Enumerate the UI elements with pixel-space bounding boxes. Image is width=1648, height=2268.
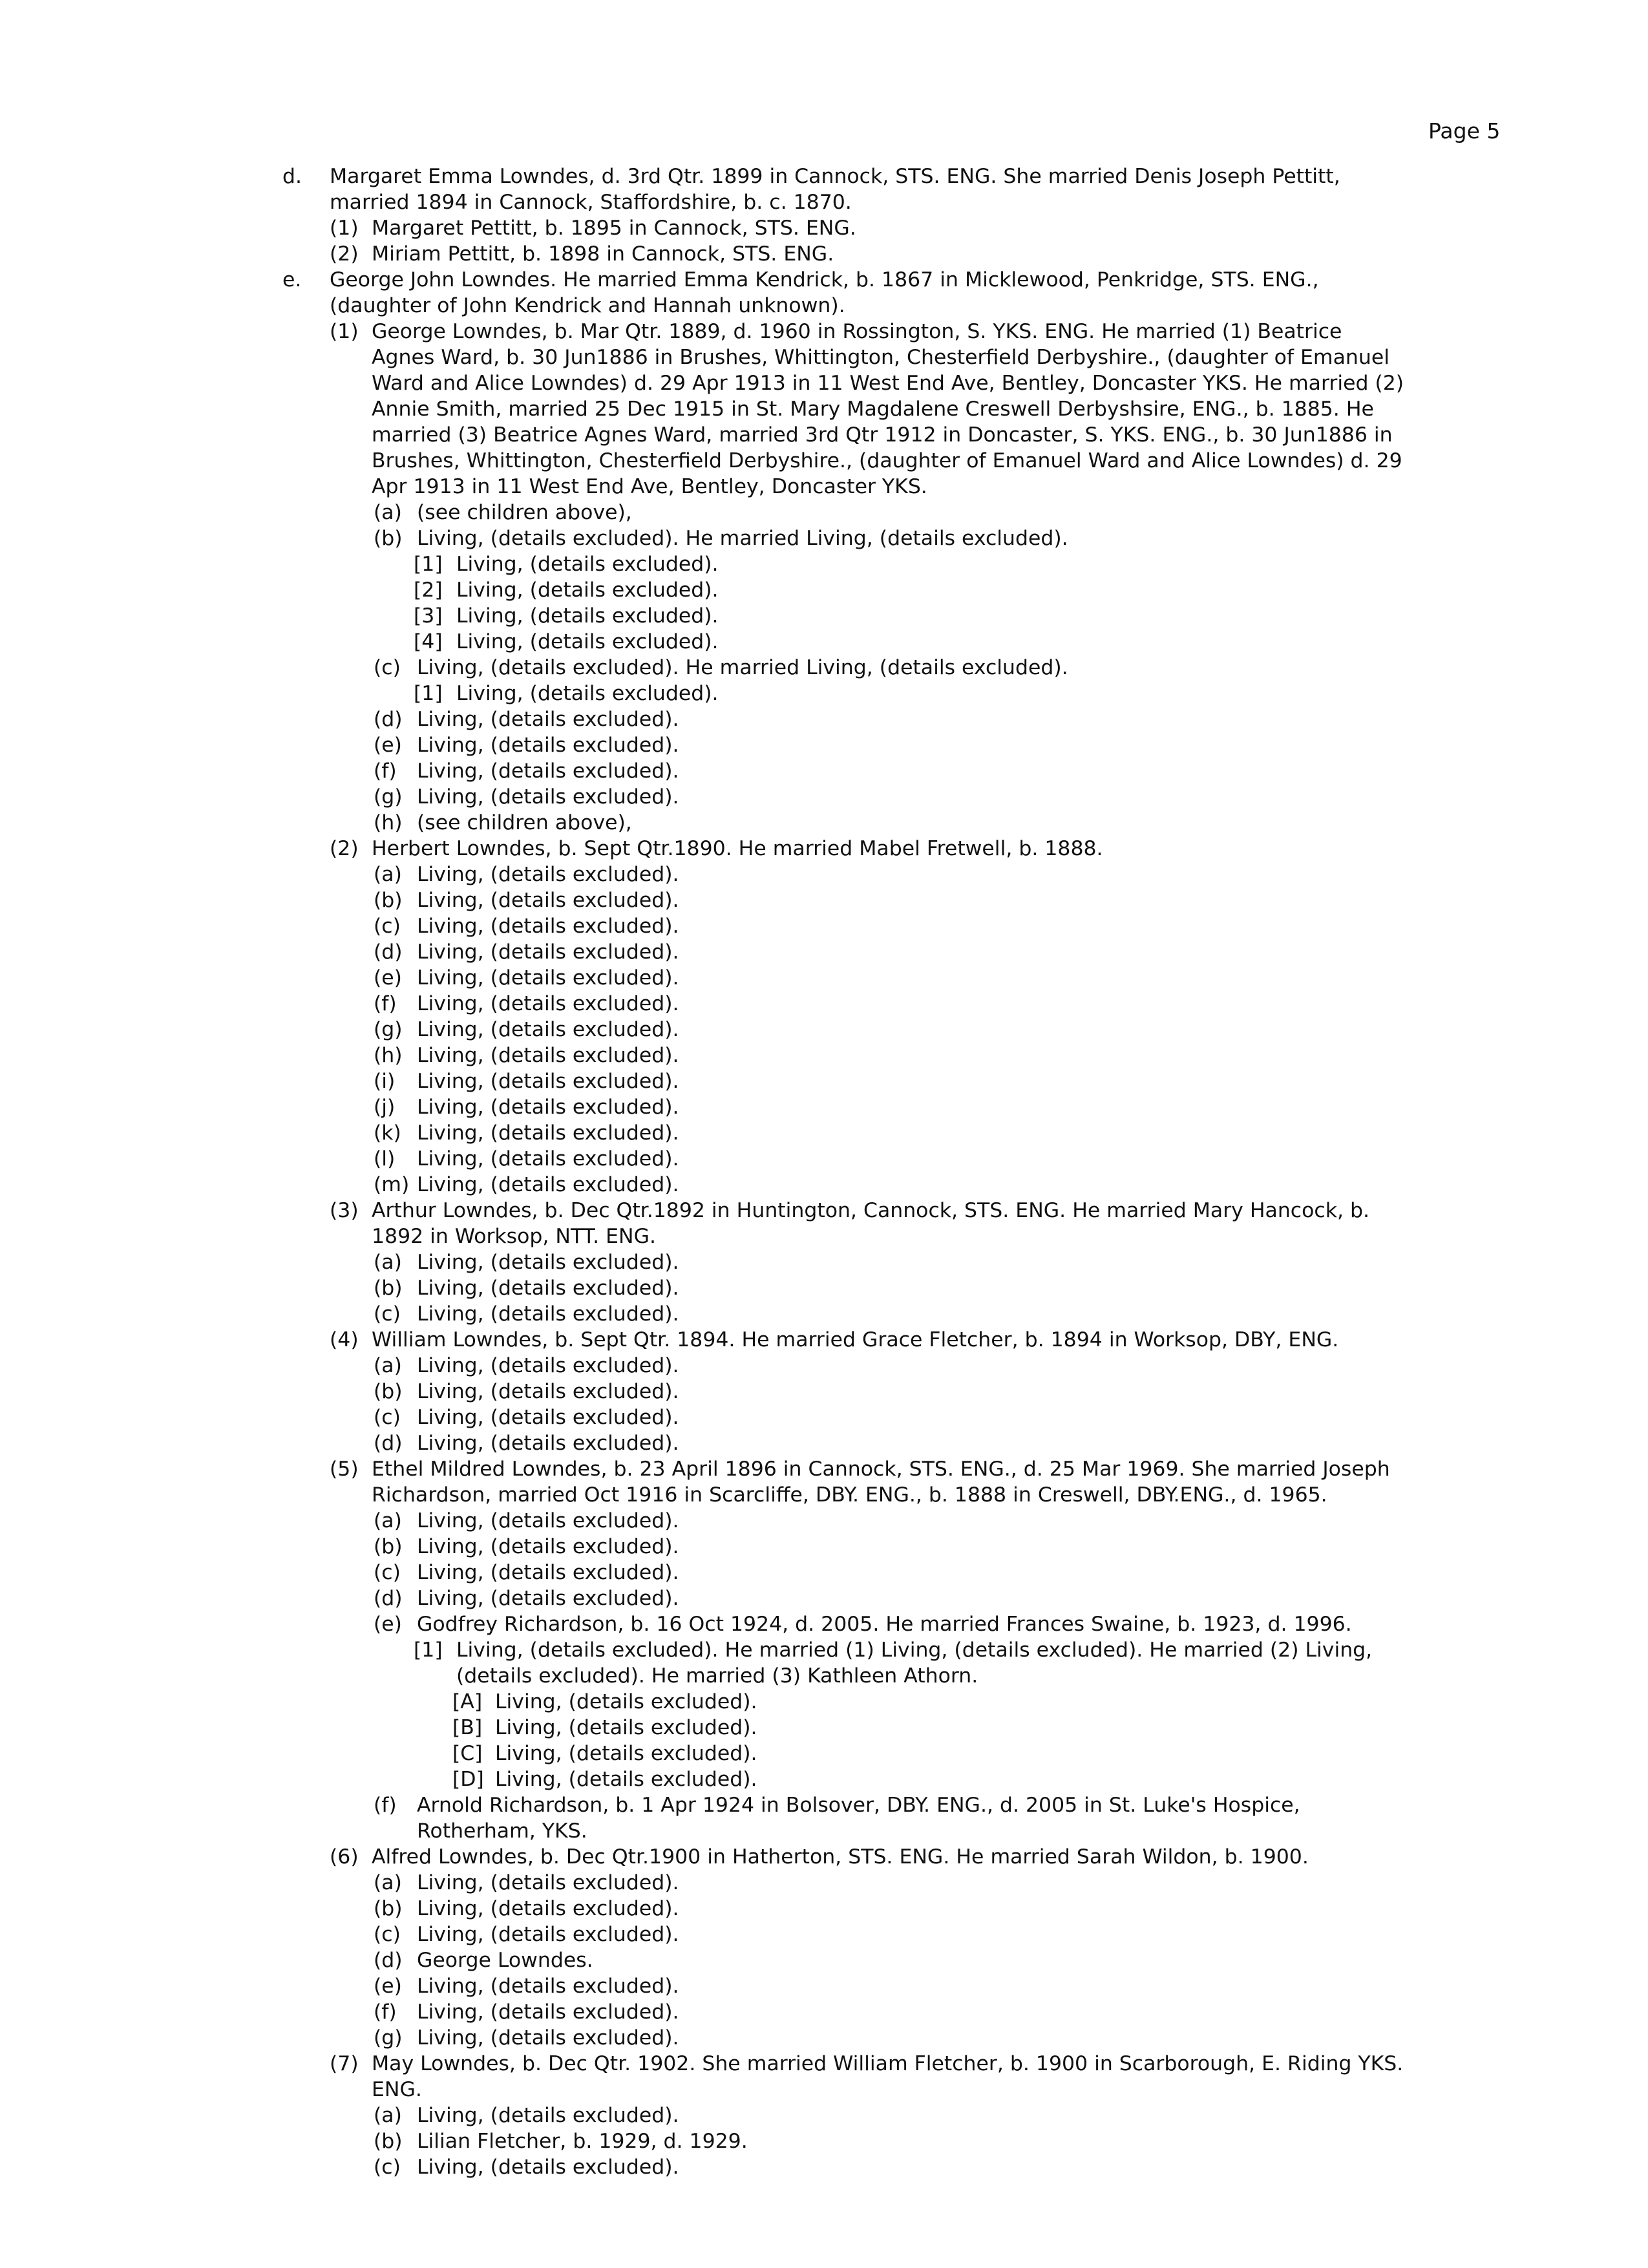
- entry-continuation-line: [0, 370, 1648, 396]
- entry-text: William Lowndes, b. Sept Qtr. 1894. He married Grace Fletcher, b. 1894 in Worksop, DBY, ENG.: [372, 1328, 1339, 1351]
- entry-line: [0, 991, 1648, 1017]
- entry-marker: (a): [374, 2104, 402, 2127]
- entry-line: [0, 939, 1648, 965]
- entry-text: George John Lowndes. He married Emma Kendrick, b. 1867 in Micklewood, Penkridge, STS. ENG.,: [330, 268, 1319, 291]
- entry-marker: [1]: [414, 553, 443, 576]
- entry-marker: (a): [374, 863, 402, 886]
- entry-line: [0, 1249, 1648, 1275]
- entry-text: Living, (details excluded).: [417, 1432, 679, 1455]
- entry-marker: (f): [374, 759, 397, 783]
- entry-text: Living, (details excluded).: [417, 1975, 679, 1998]
- entry-line: [0, 164, 1648, 189]
- entry-text: Living, (details excluded).: [417, 863, 679, 886]
- entry-marker: [2]: [414, 578, 443, 602]
- entry-text: (details excluded). He married (3) Kathleen Athorn.: [456, 1664, 978, 1688]
- entry-line: [0, 1327, 1648, 1353]
- entry-text: Richardson, married Oct 1916 in Scarcliffe, DBY. ENG., b. 1888 in Creswell, DBY.ENG., d. 1965.: [372, 1483, 1327, 1507]
- entry-text: Rotherham, YKS.: [417, 1819, 587, 1843]
- entry-text: George Lowndes.: [417, 1949, 593, 1972]
- entry-line: [0, 1792, 1648, 1818]
- entry-line: [0, 1043, 1648, 1068]
- entry-line: [0, 629, 1648, 655]
- entry-marker: (1): [330, 320, 359, 343]
- entry-text: Living, (details excluded).: [417, 1121, 679, 1145]
- entry-line: [0, 1922, 1648, 1947]
- entry-text: Living, (details excluded).: [417, 1302, 679, 1326]
- entry-text: Living, (details excluded).: [417, 1354, 679, 1377]
- entry-text: Living, (details excluded).: [495, 1690, 757, 1713]
- entry-text: Living, (details excluded).: [417, 915, 679, 938]
- entry-line: [0, 1068, 1648, 1094]
- entry-line: [0, 1896, 1648, 1922]
- entry-text: Lilian Fletcher, b. 1929, d. 1929.: [417, 2130, 748, 2153]
- entry-line: [0, 267, 1648, 293]
- entry-marker: (b): [374, 1897, 403, 1920]
- entry-line: [0, 1637, 1648, 1663]
- entry-marker: (3): [330, 1199, 359, 1222]
- entry-line: [0, 1715, 1648, 1741]
- entry-line: [0, 1404, 1648, 1430]
- entry-marker: (d): [374, 1587, 403, 1610]
- entry-line: [0, 1094, 1648, 1120]
- entry-line: [0, 577, 1648, 603]
- entry-marker: (f): [374, 2000, 397, 2024]
- entry-text: Living, (details excluded).: [417, 1871, 679, 1894]
- entry-continuation-line: [0, 344, 1648, 370]
- entry-marker: (d): [374, 708, 403, 731]
- entry-line: [0, 2103, 1648, 2128]
- entry-text: Living, (details excluded). He married Living, (details excluded).: [417, 656, 1068, 679]
- entry-line: [0, 1120, 1648, 1146]
- entry-text: Living, (details excluded).: [417, 2156, 679, 2179]
- entry-text: Ward and Alice Lowndes) d. 29 Apr 1913 in 11 West End Ave, Bentley, Doncaster YKS. He married (2): [372, 372, 1404, 395]
- entry-marker: (f): [374, 992, 397, 1015]
- entry-line: [0, 784, 1648, 810]
- entry-line: [0, 1611, 1648, 1637]
- entry-text: Living, (details excluded).: [495, 1768, 757, 1791]
- entry-line: [0, 2025, 1648, 2051]
- entry-continuation-line: [0, 189, 1648, 215]
- entry-line: [0, 732, 1648, 758]
- entry-text: Annie Smith, married 25 Dec 1915 in St. Mary Magdalene Creswell Derbyshsire, ENG., b. 1885. He: [372, 397, 1374, 421]
- entry-text: Living, (details excluded).: [417, 1251, 679, 1274]
- entry-line: [0, 241, 1648, 267]
- entry-line: [0, 1198, 1648, 1224]
- entry-line: [0, 913, 1648, 939]
- entry-text: Herbert Lowndes, b. Sept Qtr.1890. He married Mabel Fretwell, b. 1888.: [372, 837, 1103, 860]
- entry-line: [0, 500, 1648, 525]
- entry-marker: [1]: [414, 1638, 443, 1662]
- entry-marker: (c): [374, 1923, 401, 1946]
- entry-text: Ethel Mildred Lowndes, b. 23 April 1896 in Cannock, STS. ENG., d. 25 Mar 1969. She married Joseph: [372, 1457, 1390, 1481]
- entry-marker: (e): [374, 1613, 402, 1636]
- entry-line: [0, 1017, 1648, 1043]
- entry-text: Living, (details excluded).: [495, 1742, 757, 1765]
- entry-marker: (a): [374, 1354, 402, 1377]
- entry-text: Living, (details excluded).: [417, 1587, 679, 1610]
- entry-continuation-line: [0, 293, 1648, 319]
- entry-line: [0, 681, 1648, 706]
- entry-line: [0, 1560, 1648, 1585]
- entry-text: married 1894 in Cannock, Staffordshire, b. c. 1870.: [330, 191, 852, 214]
- entry-text: Living, (details excluded).: [417, 1897, 679, 1920]
- entry-line: [0, 1947, 1648, 1973]
- entry-text: Living, (details excluded).: [417, 966, 679, 990]
- entry-text: Margaret Emma Lowndes, d. 3rd Qtr. 1899 in Cannock, STS. ENG. She married Denis Joseph Pettitt,: [330, 165, 1340, 188]
- entry-marker: (l): [374, 1147, 396, 1171]
- entry-marker: (a): [374, 1871, 402, 1894]
- entry-line: [0, 1766, 1648, 1792]
- entry-continuation-line: [0, 1224, 1648, 1249]
- entry-line: [0, 1146, 1648, 1172]
- entry-marker: (c): [374, 2156, 401, 2179]
- entry-marker: (2): [330, 242, 359, 266]
- entry-marker: (k): [374, 1121, 401, 1145]
- entry-marker: [3]: [414, 604, 443, 628]
- entry-text: Living, (details excluded).: [417, 2104, 679, 2127]
- entry-text: Living, (details excluded).: [417, 1509, 679, 1532]
- entry-line: [0, 1844, 1648, 1870]
- entry-text: Living, (details excluded). He married Living, (details excluded).: [417, 527, 1068, 550]
- entry-text: Living, (details excluded).: [417, 1018, 679, 1041]
- entry-marker: (i): [374, 1070, 396, 1093]
- entry-marker: (b): [374, 2130, 403, 2153]
- entry-line: [0, 1301, 1648, 1327]
- entry-marker: (g): [374, 785, 403, 809]
- entry-marker: (g): [374, 2026, 403, 2050]
- entry-marker: (5): [330, 1457, 359, 1481]
- entry-text: ENG.: [372, 2078, 422, 2101]
- entry-text: Miriam Pettitt, b. 1898 in Cannock, STS. ENG.: [372, 242, 834, 266]
- entry-marker: (b): [374, 889, 403, 912]
- entry-text: Living, (details excluded).: [417, 1277, 679, 1300]
- entry-text: Living, (details excluded).: [417, 2026, 679, 2050]
- entry-marker: (h): [374, 1044, 403, 1067]
- entry-continuation-line: [0, 474, 1648, 500]
- entry-line: [0, 319, 1648, 344]
- entry-line: [0, 2051, 1648, 2077]
- entry-marker: [C]: [452, 1742, 483, 1765]
- entry-marker: [A]: [452, 1690, 483, 1713]
- entry-line: [0, 1999, 1648, 2025]
- entry-line: [0, 1430, 1648, 1456]
- entry-marker: d.: [282, 165, 302, 188]
- entry-text: Living, (details excluded).: [417, 1070, 679, 1093]
- entry-text: 1892 in Worksop, NTT. ENG.: [372, 1225, 657, 1248]
- entry-text: (see children above),: [417, 811, 632, 834]
- entry-line: [0, 1353, 1648, 1379]
- entry-line: [0, 1379, 1648, 1404]
- entry-marker: [1]: [414, 682, 443, 705]
- entry-continuation-line: [0, 422, 1648, 448]
- entry-line: [0, 758, 1648, 784]
- entry-text: Margaret Pettitt, b. 1895 in Cannock, STS. ENG.: [372, 217, 856, 240]
- entry-text: married (3) Beatrice Agnes Ward, married 3rd Qtr 1912 in Doncaster, S. YKS. ENG., b. 30 Jun1886 in: [372, 423, 1393, 447]
- entry-continuation-line: [0, 448, 1648, 474]
- entry-text: Living, (details excluded).: [417, 1923, 679, 1946]
- entry-line: [0, 1456, 1648, 1482]
- entry-line: [0, 810, 1648, 836]
- entry-marker: (7): [330, 2052, 359, 2075]
- entry-marker: (h): [374, 811, 403, 834]
- entry-marker: (b): [374, 1535, 403, 1558]
- entry-text: Living, (details excluded).: [417, 2000, 679, 2024]
- entry-continuation-line: [0, 1482, 1648, 1508]
- entry-line: [0, 1973, 1648, 1999]
- entry-marker: (j): [374, 1096, 396, 1119]
- entry-line: [0, 1508, 1648, 1534]
- entry-marker: [4]: [414, 630, 443, 653]
- entry-marker: (c): [374, 656, 401, 679]
- entry-line: [0, 1275, 1648, 1301]
- entry-text: Living, (details excluded).: [417, 1406, 679, 1429]
- entry-text: Living, (details excluded).: [417, 759, 679, 783]
- entry-marker: (6): [330, 1845, 359, 1869]
- entry-marker: (d): [374, 940, 403, 964]
- entry-text: Brushes, Whittington, Chesterfield Derbyshire., (daughter of Emanuel Ward and Alice Lowndes) d. 29: [372, 449, 1402, 472]
- entry-text: Apr 1913 in 11 West End Ave, Bentley, Doncaster YKS.: [372, 475, 927, 498]
- entry-line: [0, 887, 1648, 913]
- entry-line: [0, 655, 1648, 681]
- entry-line: [0, 215, 1648, 241]
- entry-marker: (f): [374, 1794, 397, 1817]
- entry-marker: (c): [374, 915, 401, 938]
- entry-line: [0, 1534, 1648, 1560]
- entry-marker: (1): [330, 217, 359, 240]
- entry-text: Living, (details excluded).: [417, 1173, 679, 1196]
- entry-line: [0, 862, 1648, 887]
- entry-text: Living, (details excluded). He married (1) Living, (details excluded). He married (2) Living,: [456, 1638, 1373, 1662]
- entry-line: [0, 1870, 1648, 1896]
- entry-marker: (c): [374, 1561, 401, 1584]
- entry-marker: (d): [374, 1432, 403, 1455]
- entry-marker: (e): [374, 1975, 402, 1998]
- entry-text: Living, (details excluded).: [417, 734, 679, 757]
- entry-text: Agnes Ward, b. 30 Jun1886 in Brushes, Whittington, Chesterfield Derbyshire., (daughter of Emanuel: [372, 346, 1389, 369]
- entry-text: Living, (details excluded).: [417, 708, 679, 731]
- page-number: Page 5: [1428, 118, 1501, 143]
- entry-marker: (e): [374, 966, 402, 990]
- entry-marker: (2): [330, 837, 359, 860]
- entry-marker: (b): [374, 1277, 403, 1300]
- entry-marker: (c): [374, 1302, 401, 1326]
- entry-text: Living, (details excluded).: [417, 1535, 679, 1558]
- entry-text: Living, (details excluded).: [417, 1044, 679, 1067]
- entry-line: [0, 836, 1648, 862]
- entry-marker: (4): [330, 1328, 359, 1351]
- entry-text: Living, (details excluded).: [456, 553, 719, 576]
- entry-text: Alfred Lowndes, b. Dec Qtr.1900 in Hatherton, STS. ENG. He married Sarah Wildon, b. 1900.: [372, 1845, 1309, 1869]
- entry-text: Arnold Richardson, b. 1 Apr 1924 in Bolsover, DBY. ENG., d. 2005 in St. Luke's Hospice,: [417, 1794, 1300, 1817]
- entry-text: George Lowndes, b. Mar Qtr. 1889, d. 1960 in Rossington, S. YKS. ENG. He married (1) Beatrice: [372, 320, 1342, 343]
- entry-marker: (b): [374, 527, 403, 550]
- entry-line: [0, 2154, 1648, 2180]
- entry-text: Living, (details excluded).: [417, 1096, 679, 1119]
- entry-text: Living, (details excluded).: [456, 578, 719, 602]
- entry-text: Living, (details excluded).: [417, 1147, 679, 1171]
- entry-continuation-line: [0, 1818, 1648, 1844]
- entry-text: Godfrey Richardson, b. 16 Oct 1924, d. 2005. He married Frances Swaine, b. 1923, d. 1996.: [417, 1613, 1352, 1636]
- entry-marker: [D]: [452, 1768, 484, 1791]
- entry-line: [0, 603, 1648, 629]
- entry-text: (daughter of John Kendrick and Hannah unknown).: [330, 294, 845, 317]
- entry-continuation-line: [0, 1663, 1648, 1689]
- entry-line: [0, 2128, 1648, 2154]
- entry-text: Living, (details excluded).: [417, 940, 679, 964]
- entry-marker: (c): [374, 1406, 401, 1429]
- entry-marker: [B]: [452, 1716, 483, 1739]
- entry-text: Living, (details excluded).: [456, 604, 719, 628]
- entry-text: Living, (details excluded).: [456, 630, 719, 653]
- entry-line: [0, 1741, 1648, 1766]
- entry-text: Living, (details excluded).: [417, 1380, 679, 1403]
- entry-text: Living, (details excluded).: [417, 1561, 679, 1584]
- entry-continuation-line: [0, 396, 1648, 422]
- entry-text: Arthur Lowndes, b. Dec Qtr.1892 in Huntington, Cannock, STS. ENG. He married Mary Hancock, b.: [372, 1199, 1369, 1222]
- entry-line: [0, 1172, 1648, 1198]
- entry-text: May Lowndes, b. Dec Qtr. 1902. She married William Fletcher, b. 1900 in Scarborough, E. Riding YKS.: [372, 2052, 1404, 2075]
- entry-marker: e.: [282, 268, 302, 291]
- entry-marker: (a): [374, 501, 402, 524]
- entry-marker: (a): [374, 1251, 402, 1274]
- entry-marker: (d): [374, 1949, 403, 1972]
- entry-line: [0, 1585, 1648, 1611]
- entry-text: (see children above),: [417, 501, 632, 524]
- entry-marker: (g): [374, 1018, 403, 1041]
- entry-marker: (m): [374, 1173, 410, 1196]
- entry-line: [0, 706, 1648, 732]
- entry-line: [0, 551, 1648, 577]
- entry-marker: (e): [374, 734, 402, 757]
- entry-marker: (b): [374, 1380, 403, 1403]
- entry-continuation-line: [0, 2077, 1648, 2103]
- entry-text: Living, (details excluded).: [417, 785, 679, 809]
- entry-line: [0, 965, 1648, 991]
- entry-text: Living, (details excluded).: [417, 889, 679, 912]
- entry-text: Living, (details excluded).: [495, 1716, 757, 1739]
- entry-text: Living, (details excluded).: [456, 682, 719, 705]
- entry-line: [0, 1689, 1648, 1715]
- entry-marker: (a): [374, 1509, 402, 1532]
- entry-text: Living, (details excluded).: [417, 992, 679, 1015]
- entry-line: [0, 525, 1648, 551]
